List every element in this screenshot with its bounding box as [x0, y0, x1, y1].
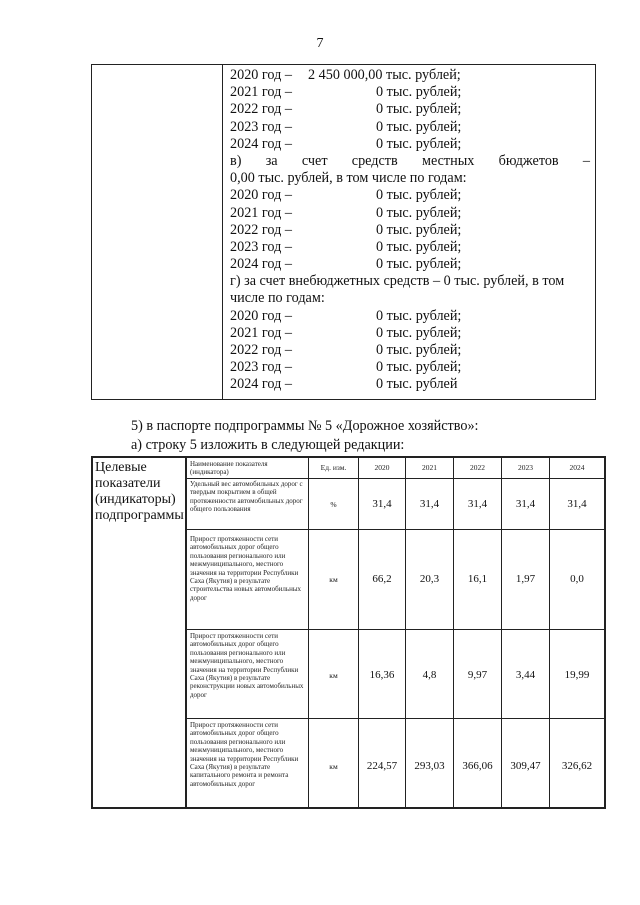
- funding-line: [230, 119, 590, 136]
- indicator-value: 326,62: [561, 760, 593, 772]
- indicator-name: Прирост протяженности сети автомобильных дорог общего пользования регионального или межмуниципального, местного значения на территории Республики Саха (Якутия) в результате реконструкции новых автомобильных дорог: [190, 632, 304, 699]
- year-label: 2023 год –: [230, 238, 292, 255]
- year-label: 2023 год –: [230, 359, 292, 376]
- amount-label: 0 тыс. рублей;: [376, 256, 462, 273]
- year-label: 2020 год –: [230, 307, 292, 324]
- col-border: [308, 458, 309, 807]
- year-label: 2022 год –: [230, 342, 292, 358]
- funding-line: [230, 205, 590, 222]
- indicator-value: 309,47: [510, 760, 541, 772]
- indicator-value: 1,97: [515, 573, 536, 585]
- funding-line: [230, 84, 590, 101]
- amount-label: 0 тыс. рублей;: [376, 238, 462, 255]
- year-label: 2020 год –: [230, 67, 292, 83]
- col-border: [549, 458, 550, 807]
- indicator-value: 293,03: [414, 760, 445, 772]
- amount-label: 0 тыс. рублей: [376, 376, 458, 393]
- header-year: 2023: [518, 463, 533, 472]
- indicator-value: 20,3: [419, 573, 440, 585]
- indicator-unit: км: [329, 762, 338, 771]
- col-border: [405, 458, 406, 807]
- year-label: 2022 год –: [230, 101, 292, 118]
- indicator-value: 16,1: [467, 573, 488, 585]
- funding-line: [230, 325, 590, 342]
- amount-label: 0 тыс. рублей;: [376, 221, 462, 238]
- indicator-value: 9,97: [467, 669, 488, 681]
- indicator-value: 3,44: [515, 669, 536, 681]
- funding-line: [230, 101, 590, 118]
- indicator-value: 66,2: [372, 573, 392, 585]
- row-border: [185, 478, 604, 479]
- label-line: (индикаторы): [95, 492, 176, 507]
- amount-label: 0 тыс. рублей;: [376, 342, 462, 358]
- year-label: 2022 год –: [230, 221, 292, 238]
- col-border: [185, 458, 187, 807]
- header-year: 2022: [470, 463, 485, 472]
- indicator-value: 31,4: [372, 498, 392, 510]
- indicator-value: 0,0: [570, 573, 584, 585]
- header-unit: Ед. изм.: [320, 463, 347, 472]
- col-border: [501, 458, 502, 807]
- year-label: 2024 год –: [230, 376, 292, 393]
- indicators-row-label: [95, 460, 184, 524]
- funding-line: [230, 136, 590, 153]
- funding-line: [230, 342, 590, 359]
- amount-label: 0 тыс. рублей;: [376, 359, 462, 376]
- indicator-name: Прирост протяженности сети автомобильных дорог общего пользования регионального или межмуниципального, местного значения на территории Республики Саха (Якутия) в результате строительства новых автомобильных дорог: [190, 535, 302, 602]
- year-label: 2020 год –: [230, 187, 292, 204]
- funding-line: [230, 376, 590, 393]
- indicator-unit: км: [329, 575, 338, 584]
- header-name: Наименование показателя (индикатора): [190, 460, 268, 477]
- funding-line: [230, 187, 590, 204]
- year-label: 2024 год –: [230, 135, 292, 152]
- local-budget-line-2: 0,00 тыс. рублей, в том числе по годам:: [230, 170, 467, 187]
- row-border: [185, 718, 604, 719]
- amount-label: 0 тыс. рублей;: [376, 307, 462, 324]
- funding-line: [230, 256, 590, 273]
- header-year: 2020: [374, 463, 390, 472]
- col-border: [358, 458, 359, 807]
- amount-label: 0 тыс. рублей;: [376, 324, 462, 341]
- funding-table: [91, 64, 596, 400]
- funding-block-2: [230, 187, 590, 273]
- label-line: подпрограммы: [95, 508, 184, 523]
- extra-budget-line-2: числе по годам:: [230, 290, 325, 307]
- header-year: 2021: [422, 463, 437, 472]
- row-border: [185, 629, 604, 630]
- header-year: 2024: [569, 463, 585, 472]
- year-label: 2023 год –: [230, 118, 292, 135]
- amount-label: 0 тыс. рублей;: [376, 101, 462, 118]
- indicator-name: Прирост протяженности сети автомобильных дорог общего пользования регионального или межмуниципального, местного значения на территории Республики Саха (Якутия) в результате капитального ремонта и ремонта автомобильных дорог: [190, 721, 299, 788]
- label-line: Целевые: [95, 460, 147, 475]
- funding-line: [230, 222, 590, 239]
- indicator-value: 16,36: [369, 669, 395, 681]
- indicator-value: 31,4: [467, 498, 488, 510]
- table-divider: [222, 65, 223, 399]
- indicators-table: [91, 456, 606, 809]
- year-label: 2024 год –: [230, 256, 292, 273]
- funding-block-1: [230, 84, 590, 153]
- amount-label: 0 тыс. рублей;: [376, 135, 462, 152]
- page-number: 7: [316, 36, 324, 51]
- col-border: [453, 458, 454, 807]
- indicator-value: 31,4: [515, 498, 536, 510]
- amount-label: 0 тыс. рублей;: [376, 118, 462, 135]
- row-border: [185, 529, 604, 530]
- indicator-value: 19,99: [564, 669, 590, 681]
- label-line: показатели: [95, 476, 161, 491]
- funding-line: [230, 239, 590, 256]
- amendment-heading: 5) в паспорте подпрограммы № 5 «Дорожное хозяйство»:: [131, 418, 479, 434]
- extra-budget-line-1: г) за счет внебюджетных средств – 0 тыс. рублей, в том: [230, 273, 565, 290]
- indicator-unit: км: [329, 671, 338, 680]
- funding-line: [230, 359, 590, 376]
- local-budget-line-1: в) за счет средств местных бюджетов –: [230, 152, 590, 169]
- indicator-name: Удельный вес автомобильных дорог с твердым покрытием в общей протяженности автомобильных дорог общего пользования: [190, 480, 303, 514]
- indicator-value: 31,4: [419, 498, 440, 510]
- indicator-unit: %: [330, 500, 337, 509]
- amount-label: 0 тыс. рублей;: [376, 84, 462, 101]
- funding-text: [230, 67, 590, 394]
- indicator-value: 4,8: [422, 669, 437, 681]
- indicator-value: 31,4: [567, 498, 587, 510]
- funding-line: [230, 67, 590, 84]
- amount-label: 0 тыс. рублей;: [376, 187, 462, 204]
- year-label: 2021 год –: [230, 324, 292, 341]
- funding-block-3: [230, 308, 590, 394]
- year-label: 2021 год –: [230, 204, 292, 221]
- indicator-value: 224,57: [366, 760, 398, 772]
- funding-line: [230, 308, 590, 325]
- indicator-value: 366,06: [462, 760, 493, 772]
- amount-label: 0 тыс. рублей;: [376, 204, 462, 221]
- amendment-instruction: а) строку 5 изложить в следующей редакции:: [131, 437, 405, 453]
- year-label: 2021 год –: [230, 84, 292, 101]
- amount-label: 2 450 000,00 тыс. рублей;: [308, 67, 461, 83]
